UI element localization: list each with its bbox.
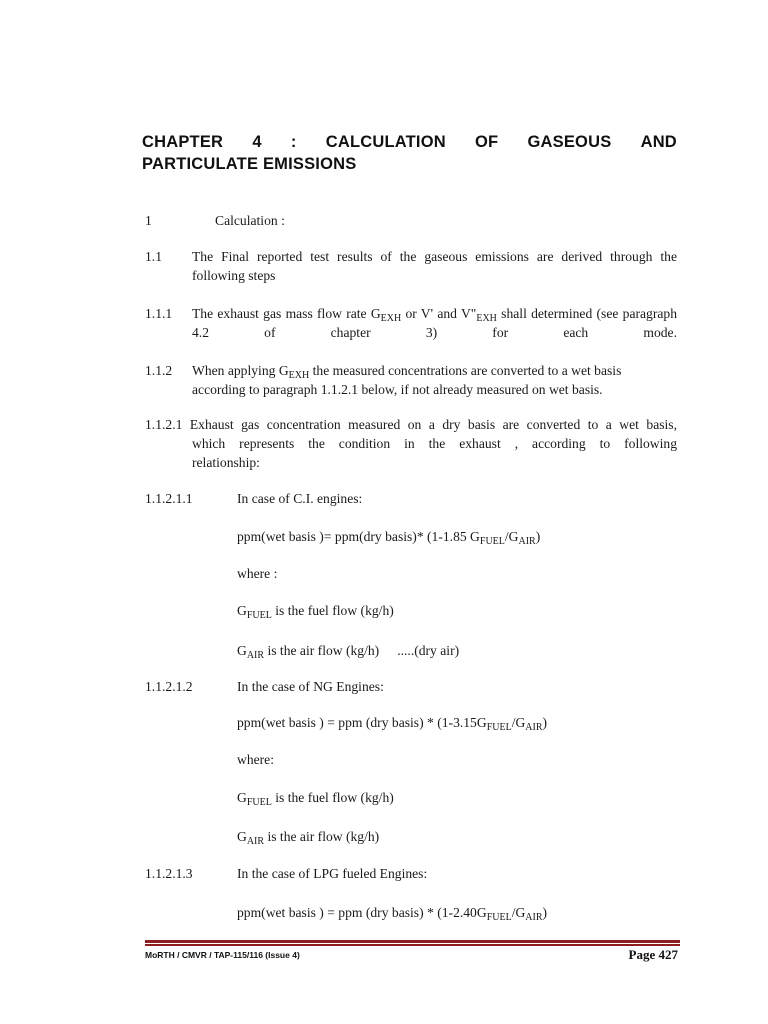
title-word: CHAPTER [142,133,224,151]
paragraph-line [192,361,677,380]
subscript: EXH [288,370,310,381]
definition [237,601,394,620]
section-number: 1 [145,213,152,228]
text-run: /G [511,905,526,920]
subscript: EXH [380,313,402,324]
paragraph-line [192,304,677,342]
text-run: G [237,643,247,658]
definition [237,641,459,660]
section-heading: In the case of LPG fueled Engines: [237,866,428,881]
footer-document-id: MoRTH / CMVR / TAP-115/116 (Issue 4) [145,950,300,960]
title-word: AND [640,133,677,151]
text-run: G [237,829,247,844]
paragraph-line: 1.1.2.1 Exhaust gas concentration measured on a dry basis are converted to a wet basis, [145,417,677,432]
formula [237,527,540,546]
paragraph-line: which represents the condition in the exhaust , according to following [192,436,677,451]
subscript: FUEL [246,797,272,808]
section-number: 1.1 [145,249,162,264]
section-paragraph: The Final reported test results of the gaseous emissions are derived through the following steps [192,249,677,283]
title-word: : [290,133,297,151]
definition [237,788,394,807]
text-run: The exhaust gas mass flow rate G [192,306,381,321]
subscript: AIR [525,912,543,923]
footer-rule-thin [145,944,680,946]
subscript: AIR [246,836,265,847]
section-heading: In case of C.I. engines: [237,491,363,506]
text-run: or V' and V" [401,306,477,321]
text-run: is the fuel flow (kg/h) [271,790,394,805]
text-run: When applying G [192,363,289,378]
text-run: is the air flow (kg/h) [264,829,380,844]
formula [237,903,547,922]
text-run: /G [511,715,526,730]
footer-page-number: Page 427 [628,947,678,962]
text-run: .....(dry air) [397,643,460,658]
text-run: ) [542,715,548,730]
section-number: 1.1.2 [145,363,173,378]
section-heading: In the case of NG Engines: [237,679,384,694]
title-word: OF [475,133,499,151]
text-run: ) [542,905,548,920]
chapter-title-line1 [142,133,677,152]
text-run: ppm(wet basis ) = ppm (dry basis) * (1-3.15G [237,715,487,730]
subscript: EXH [476,313,497,324]
where-label: where: [237,752,274,767]
where-label: where : [237,566,278,581]
section-number: 1.1.2.1.3 [145,866,193,881]
text-run: is the air flow (kg/h) [264,643,380,658]
text-run: ppm(wet basis )= ppm(dry basis)* (1-1.85 G [237,529,480,544]
chapter-title-line2: PARTICULATE EMISSIONS [142,155,357,173]
title-word: CALCULATION [325,133,446,151]
section-heading: Calculation : [215,213,285,228]
footer-rule-thick [145,940,680,943]
text-run: G [237,790,247,805]
definition [237,827,379,846]
subscript: FUEL [486,912,512,923]
section-paragraph [192,304,677,342]
text-run: shall determined (see paragraph 4.2 of chapter 3) for each mode. [192,306,677,340]
title-word: 4 [252,133,262,151]
paragraph-line: relationship: [192,455,260,470]
subscript: AIR [246,650,265,661]
section-number: 1.1.2.1.2 [145,679,193,694]
subscript: FUEL [486,722,512,733]
paragraph-line: according to paragraph 1.1.2.1 below, if not already measured on wet basis. [192,382,603,397]
text-run: ppm(wet basis ) = ppm (dry basis) * (1-2.40G [237,905,487,920]
text-run: /G [504,529,519,544]
subscript: FUEL [479,536,505,547]
subscript: FUEL [246,610,272,621]
text-run: the measured concentrations are converted to a wet basis [309,363,622,378]
text-run: is the fuel flow (kg/h) [271,603,394,618]
text-run: G [237,603,247,618]
text-run: ) [535,529,541,544]
section-number: 1.1.1 [145,306,173,321]
section-paragraph [192,361,677,399]
subscript: AIR [525,722,543,733]
subscript: AIR [518,536,536,547]
title-word: GASEOUS [527,133,612,151]
section-number: 1.1.2.1.1 [145,491,193,506]
formula [237,713,547,732]
